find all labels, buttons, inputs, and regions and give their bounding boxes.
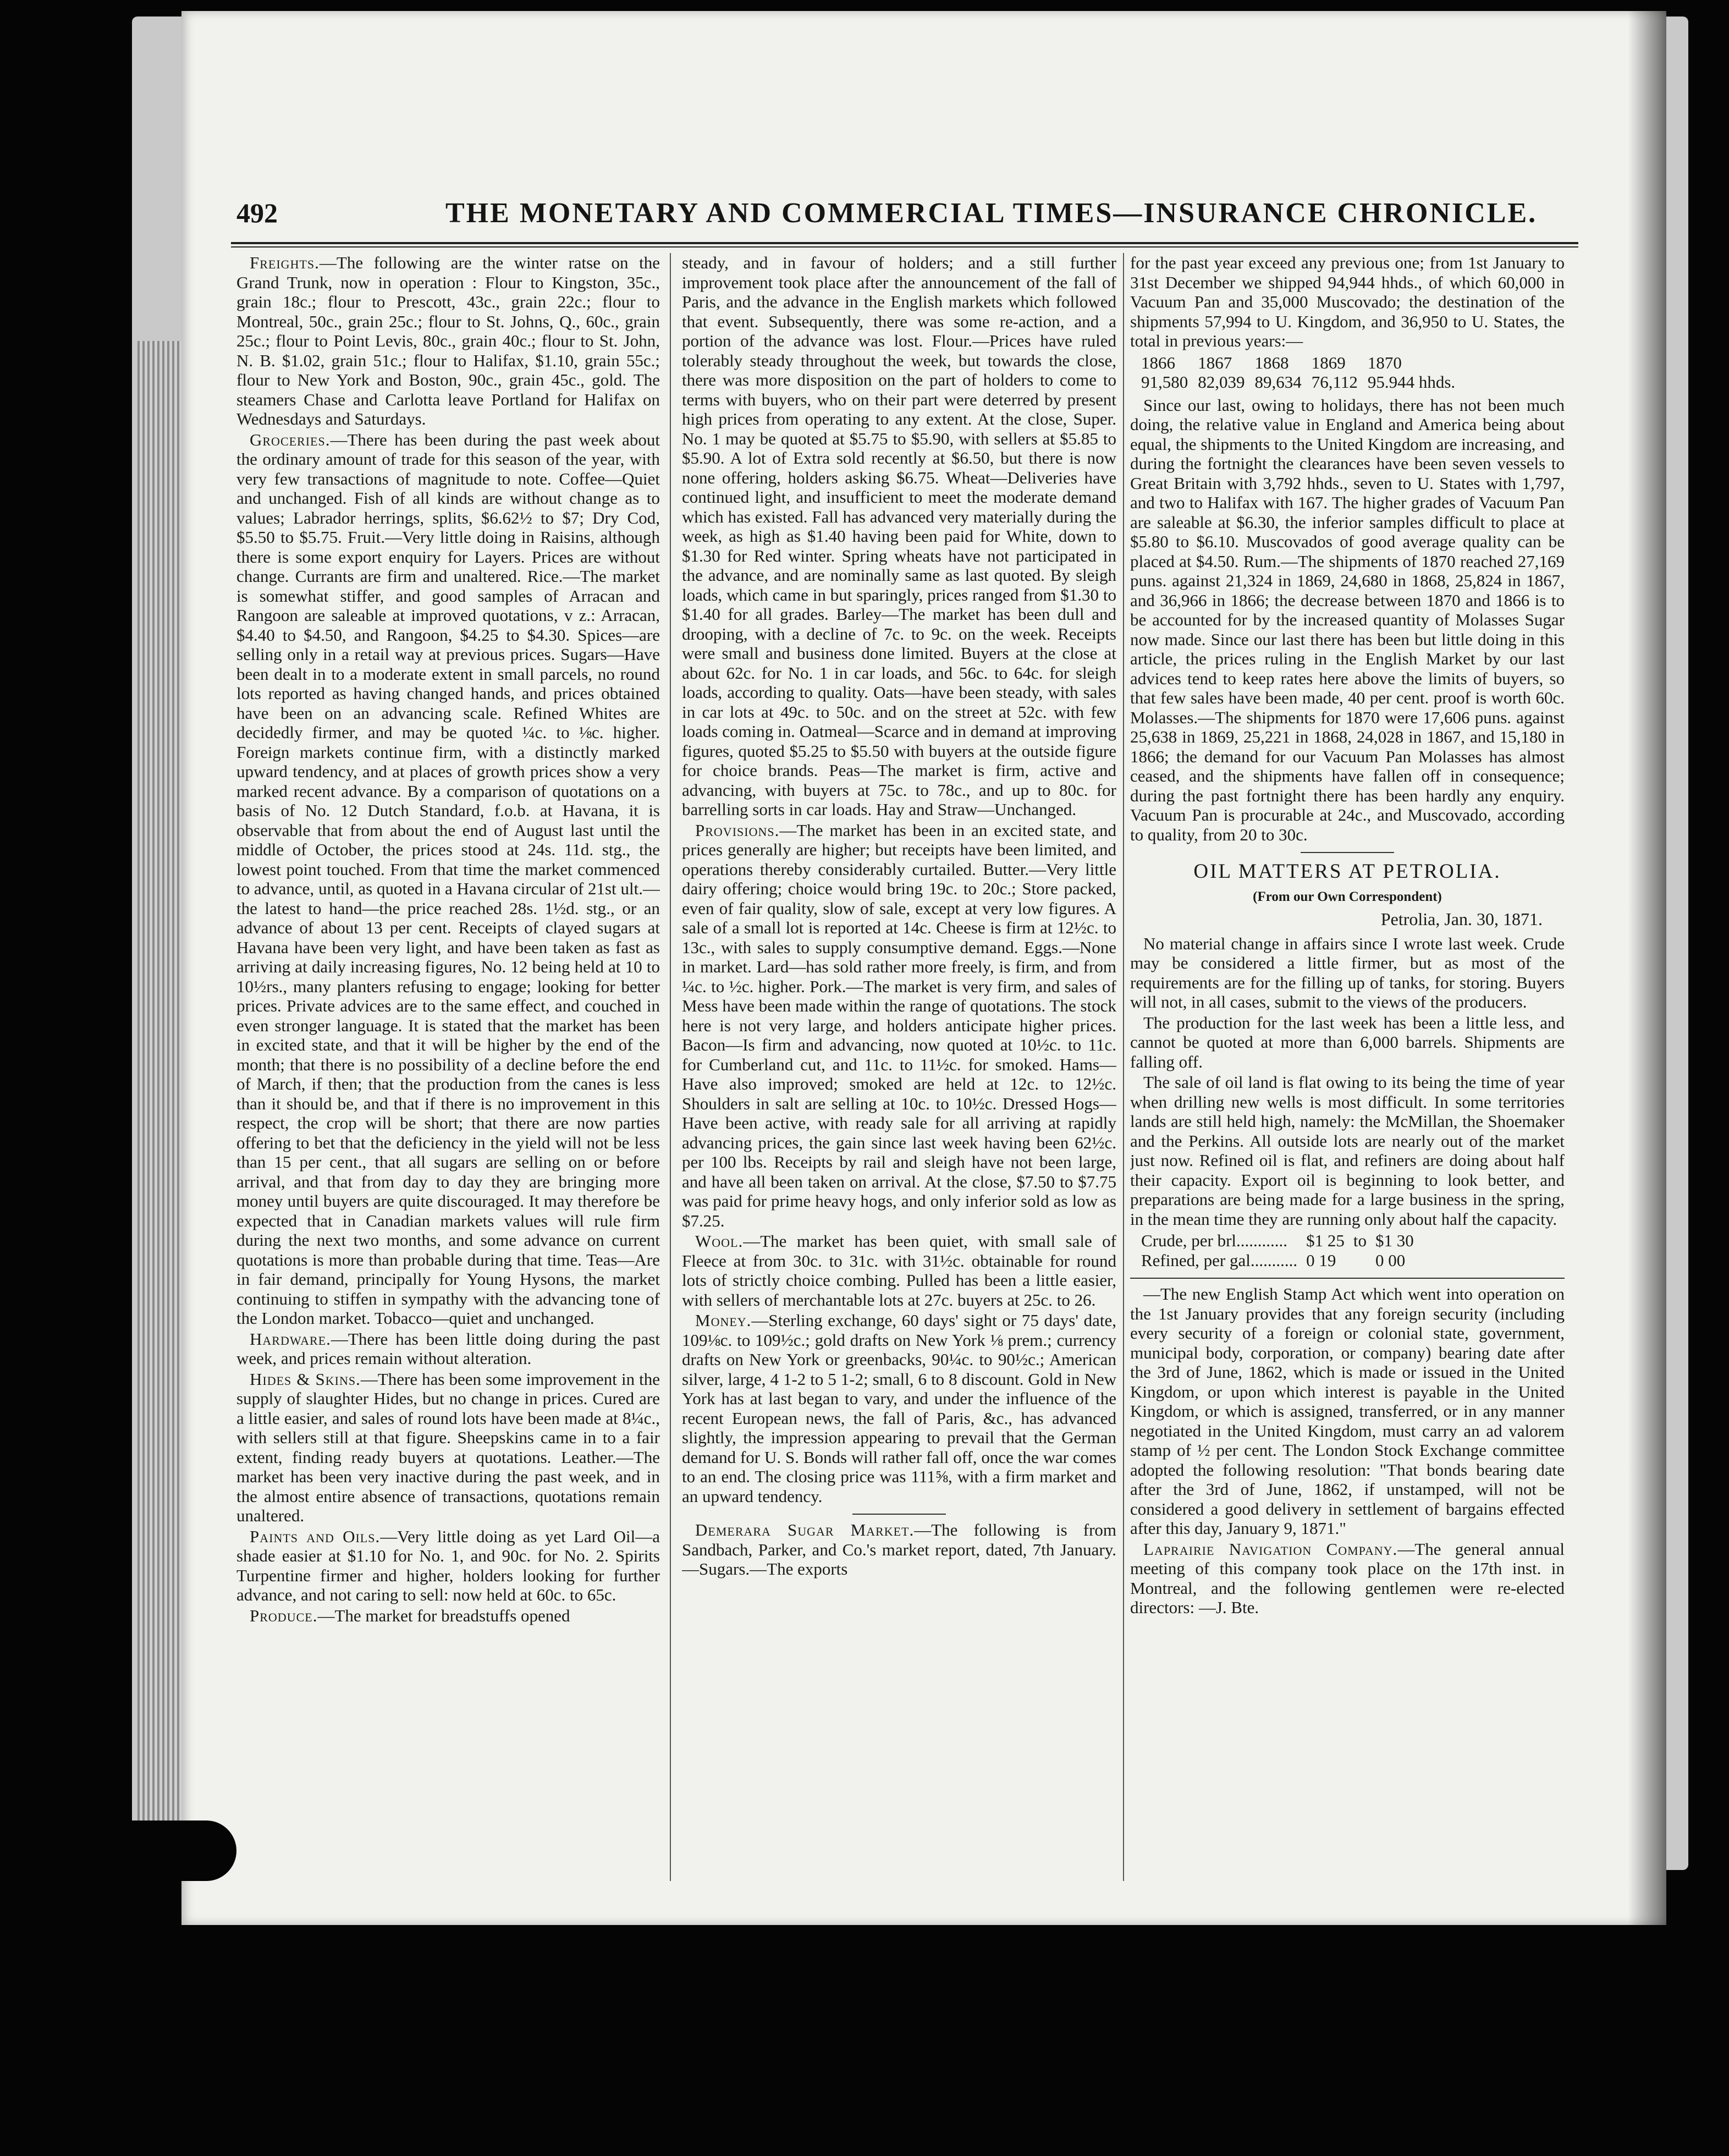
section-divider [1130, 1278, 1565, 1279]
hardware-paragraph [236, 1329, 660, 1368]
table-cell: 1866 [1141, 353, 1175, 372]
section-head: Provisions. [695, 820, 780, 840]
article-title: OIL MATTERS AT PETROLIA. [1193, 860, 1501, 883]
oil-paragraph-2: The production for the last week has been a little less, and cannot be quoted at more than 6,000 barrels. Shipments are falling off. [1130, 1013, 1565, 1071]
section-head: Money. [695, 1311, 752, 1330]
section-head: Hides & Skins. [250, 1369, 361, 1389]
table-row [1141, 1231, 1423, 1251]
table-cell: to [1353, 1231, 1367, 1250]
table-cell: 1869 [1311, 353, 1346, 372]
oil-paragraph-3: The sale of oil land is flat owing to its being the time of year when drilling new wells is most difficult. In some territories lands are still held high, namely: the McMillan, the Shoemaker and the Perkins. All outside lots are nearly out of the market just now. Refined oil is flat, and refiners are doing about half their capacity. Export oil is beginning to look better, and preparations are being made for a large business in the spring, in the mean time they are running only about half the capacity. [1130, 1072, 1565, 1229]
paragraph-text: —The market has been quiet, with small sale of Fleece at from 30c. to 31c. with 31½c. obtainable for round lots of strictly choice combing. Pulled has been a little easier, with sellers of merchantable lots at 27c. buyers at 25c. to 26. [682, 1231, 1116, 1310]
demerara-paragraph [682, 1520, 1116, 1579]
shipments-table [1141, 353, 1465, 392]
column-rule [1123, 253, 1124, 1881]
page-number: 492 [236, 197, 278, 228]
table-cell: 89,634 [1254, 372, 1302, 392]
section-head: Demerara Sugar Market. [695, 1520, 915, 1539]
paragraph-text: —Very little doing as yet Lard Oil—a shade easier at $1.10 for No. 1, and 90c. for No. 2. Spirits Turpentine firmer and higher, holders looking for further advance, and not caring to sell: now held at 60c. to 65c. [236, 1526, 660, 1604]
paragraph-text: —The market has been in an excited state, and prices generally are higher; but receipts have been limited, and operations thereby considerably curtailed. Butter.—Very little dairy offering; choice would bring 19c. to 20c.; Store packed, even of fair quality, slow of sale, except at very low figures. A sale of a small lot is reported at 14c. Cheese is firm at 12½c. to 13c., with sales to supply consumptive demand. Eggs.—None in market. Lard—has sold rather more freely, is firm, and from ¼c. to ½c. higher. Pork.—The market is very firm, and sales of Mess have been made within the range of quotations. The stock here is not very large, and holders anticipate higher prices. Bacon—Is firm and advancing, now quoted at 10½c. to 11c. for Cumberland cut, and 11c. to 11½c. for smoked. Hams—Have also improved; smoked are held at 12c. to 12½c. Shoulders in salt are selling at 10c. to 10½c. Dressed Hogs—Have been active, with ready sale for all arriving at rapidly advancing prices, the gain since last week having been 62½c. per 100 lbs. Receipts by rail and sleigh have not been large, and have all been taken on arrival. At the close, $7.50 to $7.75 was paid for prime heavy hogs, and only inferior sold as low as $7.25. [682, 820, 1116, 1230]
column-1 [236, 253, 660, 1892]
column-3 [1130, 253, 1565, 1892]
freights-paragraph [236, 253, 660, 429]
stamp-act-paragraph: —The new English Stamp Act which went into operation on the 1st January provides that any foreign security (including every security of a foreign or colonial state, government, municipal body, corporation, or company) bearing date after the 3rd of June, 1862, which is made or issued in the United Kingdom, or upon which interest is payable in the United Kingdom, or which is assigned, transferred, or in any manner negotiated in the United Kingdom, must carry an ad valorem stamp of ½ per cent. The London Stock Exchange committee adopted the following resolution: "That bonds bearing date after the 3rd of June, 1862, if unstamped, will not be considered a good delivery in settlement of bargains effected after this day, January 9, 1871." [1130, 1284, 1565, 1538]
section-head: Laprairie Navigation Company. [1143, 1539, 1398, 1559]
paragraph-text: —The general annual meeting of this company took place on the 17th inst. in Montreal, and the following gentlemen were re-elected directors: —J. Bte. [1130, 1539, 1565, 1617]
section-head: Paints and Oils. [250, 1526, 381, 1546]
paragraph-text: —Sterling exchange, 60 days' sight or 75 days' date, 109⅛c. to 109½c.; gold drafts on New York ⅛ prem.; currency drafts on New York or greenbacks, 90¼c. to 90½c.; American silver, large, 4 1-2 to 5 1-2; small, 6 to 8 discount. Gold in New York has at last began to vary, and under the influence of the recent European news, the fall of Paris, &c., has advanced slightly, the impression appearing to prevail that the German demand for U. S. Bonds will rather fall off, once the war comes to an end. The closing price was 111⅝, with a firm market and an upward tendency. [682, 1311, 1116, 1506]
section-divider [852, 1514, 946, 1515]
paragraph-text: —There has been some improvement in the supply of slaughter Hides, but no change in prices. Cured are a little easier, and sales of round lots have been made at 8¼c., with sellers still at that figure. Sheepskins came in to a fair extent, finding ready buyers at quotations. Leather.—The market has been very inactive during the past week, and in the almost entire absence of transactions, quotations remain unaltered. [236, 1369, 660, 1525]
table-cell [1353, 1251, 1375, 1270]
table-cell: 91,580 [1141, 372, 1188, 392]
table-cell: $1 30 [1375, 1231, 1414, 1250]
table-cell: 0 00 [1375, 1250, 1406, 1270]
table-row [1141, 1251, 1423, 1270]
laprairie-paragraph [1130, 1539, 1565, 1618]
table-cell: 95.944 hhds. [1367, 372, 1456, 392]
column-2 [682, 253, 1116, 1892]
table-cell: 0 19 [1306, 1250, 1336, 1270]
hides-paragraph [236, 1370, 660, 1526]
binding-clip [0, 1821, 236, 1881]
dateline: Petrolia, Jan. 30, 1871. [1380, 909, 1543, 929]
groceries-paragraph [236, 430, 660, 1328]
demerara-continued-2: Since our last, owing to holidays, there has not been much doing, the relative value in England and America being about equal, the shipments to the United Kingdom are increasing, and during the fortnight the clearances have been seven vessels to Great Britain with 3,792 hhds., seven to U. States with 1,797, and two to Halifax with 167. The higher grades of Vacuum Pan are saleable at $6.30, the inferior samples difficult to place at $5.80 to $6.10. Muscovados of good average quality can be placed at $4.50. Rum.—The shipments of 1870 reached 27,169 puns. against 21,324 in 1869, 24,680 in 1868, 25,824 in 1867, and 36,966 in 1866; the decrease between 1870 and 1866 is to be accounted for by the increased quantity of Molasses Sugar now made. Since our last there has been but little doing in this article, the prices ruling in the English Market by our last advices tend to keep rates here above the limits of buyers, so that few sales have been made, 40 per cent. proof is worth 60c. Molasses.—The shipments for 1870 were 17,606 puns. against 25,638 in 1869, 25,221 in 1868, 24,028 in 1867, and 15,180 in 1866; the demand for our Vacuum Pan Molasses has almost ceased, and the shipments have fallen off in consequence; during the past fortnight there has been hardly any enquiry. Vacuum Pan is procurable at 24c., and Muscovado, according to quality, from 20 to 30c. [1130, 395, 1565, 844]
table-cell: 76,112 [1311, 372, 1358, 392]
paragraph-text: —There has been during the past week about the ordinary amount of trade for this season of the year, with very few transactions of magnitude to note. Coffee—Quiet and unchanged. Fish of all kinds are without change as to values; Labrador herrings, splits, $6.62½ to $7; Dry Cod, $5.50 to $5.75. Fruit.—Very little doing in Raisins, although there is some export enquiry for Layers. Prices are without change. Currants are firm and unaltered. Rice.—The market is somewhat stiffer, and good samples of Arracan and Rangoon are saleable at improved quotations, v z.: Arracan, $4.40 to $4.50, and Rangoon, $4.25 to $4.30. Spices—are selling only in a retail way at previous prices. Sugars—Have been dealt in to a moderate extent in small parcels, no round lots reported as having changed hands, and prices obtained have been on an advancing scale. Refined Whites are decidedly firmer, and may be quoted ¼c. to ⅛c. higher. Foreign markets continue firm, with a distinctly marked upward tendency, and at places of growth prices show a very marked recent advance. By a comparison of quotations on a basis of No. 12 Dutch Standard, f.o.b. at Havana, it is observable that from about the end of August last until the middle of October, the prices stood at 24s. 11d. stg., the lowest point touched. From that time the market commenced to advance, until, as quoted in a Havana circular of 21st ult.—the latest to hand—the price reached 28s. 1½d. stg., or an advance of about 13 per cent. Receipts of clayed sugars at Havana have been very light, and have been taken as fast as arriving at daily increasing figures, No. 12 being held at 10 to 10½rs., many planters refusing to engage; looking for better prices. Private advices are to the same effect, and couched in even stronger language. It is stated that the market has been in excited state, and that it will be higher by the end of the month; that there is no possibility of a decline before the end of March, if then; that the production from the canes is less than it should be, and that if there is no improvement in this respect, the crop will be short; that there are now parties offering to bet that the deficiency in the yield will not be less than 15 per cent., that all sugars are selling on or before arrival, and that from day to day they are bringing more money until buyers are quite discouraged. It may therefore be expected that in Canadian markets values will rule firm during the next two months, and some advance on current quotations is more than probable during that time. Teas—Are in fair demand, principally for Young Hysons, the market continuing to stiffen in sympathy with the advancing tone of the London market. Tobacco—quiet and unchanged. [236, 430, 660, 1328]
produce-paragraph [236, 1606, 660, 1626]
table-cell: $1 25 [1306, 1231, 1345, 1250]
table-row [1141, 353, 1465, 373]
demerara-continued: for the past year exceed any previous one; from 1st January to 31st December we shipped 94,944 hhds., of which 60,000 in Vacuum Pan and 35,000 Muscovado; the destination of the shipments 57,994 to U. Kingdom, and 36,950 to U. States, the total in previous years:— [1130, 253, 1565, 350]
table-row [1141, 372, 1465, 392]
table-cell: Refined, per gal........... [1141, 1250, 1298, 1270]
table-cell: 1870 [1367, 353, 1402, 372]
section-head: Freights. [250, 253, 320, 272]
wool-paragraph [682, 1231, 1116, 1310]
newspaper-page [181, 11, 1666, 1925]
oil-prices-table [1141, 1231, 1423, 1270]
produce-continued: steady, and in favour of holders; and a still further improvement took place after the announcement of the fall of Paris, and the advance in the English markets which followed that event. Subsequently, there was some re-action, and a portion of the advance was lost. Flour.—Prices have ruled tolerably steady throughout the week, but towards the close, there was more disposition on the part of holders to come to terms with buyers, who on their part were deterred by present high prices from operating to any extent. At the close, Super. No. 1 may be quoted at $5.75 to $5.90, with sellers at $5.85 to $5.90. A lot of Extra sold recently at $6.50, but there is now none offering, holders asking $6.75. Wheat—Deliveries have continued light, and insufficient to meet the moderate demand which has existed. Fall has advanced very materially during the week, as high as $1.40 having been paid for White, down to $1.30 for Red winter. Spring wheats have not participated in the advance, and are nominally same as last quoted. By sleigh loads, which came in but sparingly, prices ranged from $1.30 to $1.40 for all grades. Barley—The market has been dull and drooping, with a decline of 7c. to 9c. on the week. Receipts were small and business done limited. Buyers at the close at about 62c. for No. 1 in car loads, and 56c. to 64c. for sleigh loads, according to quality. Oats—have been steady, with sales in car lots at 49c. to 50c. and on the street at 52c. with few loads coming in. Oatmeal—Scarce and in demand at improving figures, quoted $5.25 to $5.50 with buyers at the outside figure for choice brands. Peas—The market is firm, active and advancing, with buyers at 75c. to 78c., and up to 80c. for barrelling sorts in car loads. Hay and Straw—Unchanged. [682, 253, 1116, 819]
section-head: Wool. [695, 1231, 744, 1251]
section-head: Hardware. [250, 1329, 331, 1349]
section-head: Produce. [250, 1605, 318, 1625]
column-rule [670, 253, 671, 1881]
table-cell: 1867 [1198, 353, 1232, 372]
money-paragraph [682, 1311, 1116, 1506]
oil-paragraph-1: No material change in affairs since I wrote last week. Crude may be considered a little firmer, but as most of the requirements are for the filling up of tanks, for storing. Buyers will not, in all cases, submit to the views of the producers. [1130, 933, 1565, 1011]
page-header [181, 193, 1666, 248]
section-head: Groceries. [250, 430, 331, 449]
table-cell: Crude, per brl............ [1141, 1231, 1288, 1250]
table-cell: 1868 [1254, 353, 1289, 372]
header-rule [231, 242, 1578, 248]
section-divider [1301, 852, 1394, 853]
paragraph-text: —There has been little doing during the past week, and prices remain without alteration. [236, 1329, 660, 1368]
paragraph-text: —The following are the winter ratse on the Grand Trunk, now in operation : Flour to Kingston, 35c., grain 18c.; flour to Prescott, 43c., grain 22c.; flour to Montreal, 50c., grain 25c.; flour to St. Johns, Q., 60c., grain 25c.; flour to Point Levis, 80c., grain 40c.; flour to St. John, N. B. $1.02, grain 51c.; flour to Halifax, $1.10, grain 55c.; flour to New York and Boston, 90c., grain 45c., gold. The steamers Chase and Carlotta leave Portland for Halifax on Wednesdays and Saturdays. [236, 253, 660, 428]
paints-paragraph [236, 1527, 660, 1605]
gutter-shadow [1628, 11, 1666, 1925]
running-head: THE MONETARY AND COMMERCIAL TIMES—INSURANCE CHRONICLE. [445, 197, 1538, 229]
provisions-paragraph [682, 821, 1116, 1231]
paragraph-text: —The market for breadstuffs opened [317, 1605, 570, 1625]
table-cell: 82,039 [1198, 372, 1245, 392]
paragraph-text: —The following is from Sandbach, Parker, and Co.'s market report, dated, 7th January.—Sugars.—The exports [682, 1520, 1116, 1579]
byline: (From our Own Correspondent) [1253, 889, 1442, 904]
